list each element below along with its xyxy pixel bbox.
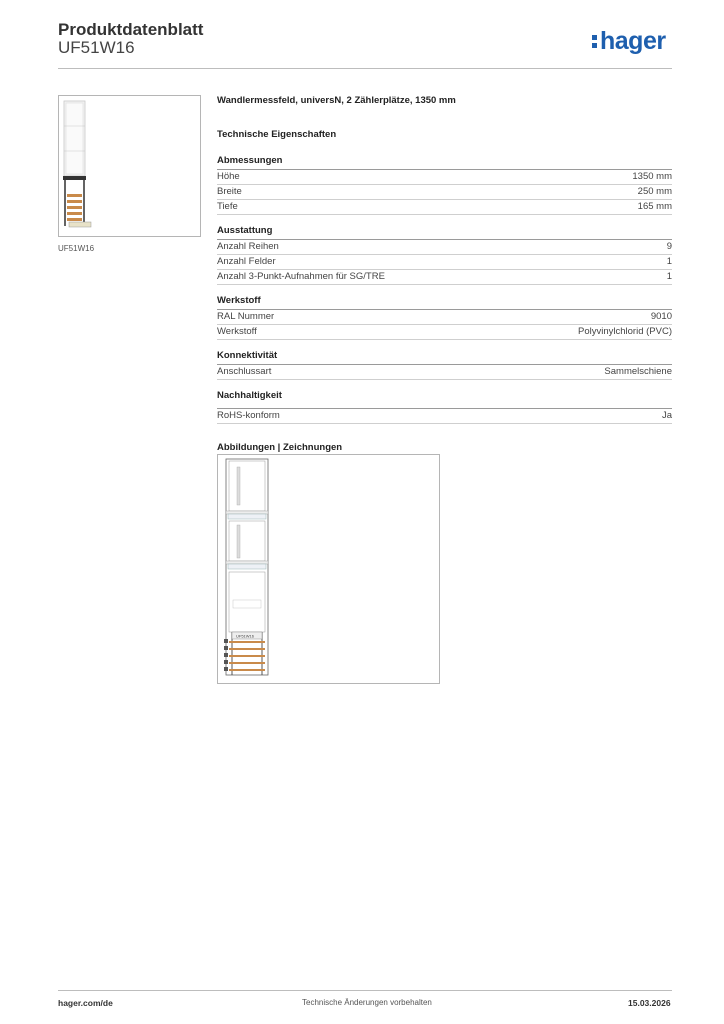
property-value: 1350 mm [632, 171, 672, 182]
property-row [217, 240, 672, 255]
property-value: Ja [661, 410, 672, 421]
article-number: UF51W16 [58, 38, 135, 57]
document-title: Produktdatenblatt [58, 20, 204, 39]
section-title: Werkstoff [217, 295, 672, 310]
footer-website-link[interactable]: hager.com/de [58, 998, 113, 1008]
busbar-label: UF51W16 [236, 633, 255, 639]
property-value: 1 [666, 271, 672, 282]
section-title: Nachhaltigkeit [217, 390, 672, 409]
property-value: 9010 [650, 311, 672, 322]
property-label: Anzahl Reihen [217, 241, 279, 252]
property-row [217, 185, 672, 200]
property-value: 9 [666, 241, 672, 252]
section-werkstoff [217, 295, 672, 340]
section-nachhaltigkeit [217, 390, 672, 424]
property-label: Anzahl 3-Punkt-Aufnahmen für SG/TRE [217, 271, 385, 282]
property-label: RAL Nummer [217, 311, 275, 322]
panel-drawing [218, 455, 439, 683]
property-row [217, 200, 672, 215]
main-content [217, 95, 672, 453]
footer-notice: Technische Änderungen vorbehalten [302, 998, 432, 1007]
footer-date: 15.03.2026 [628, 998, 671, 1008]
property-row [217, 409, 672, 424]
property-label: Höhe [217, 171, 240, 182]
drawings-heading: Abbildungen | Zeichnungen [217, 442, 343, 453]
property-row [217, 170, 672, 185]
hager-logo [592, 27, 666, 56]
property-label: Breite [217, 186, 242, 197]
section-ausstattung [217, 225, 672, 285]
technical-drawing [217, 454, 440, 684]
logo-colon-icon [592, 33, 598, 49]
property-row [217, 325, 672, 340]
header-divider [58, 68, 672, 69]
property-row [217, 365, 672, 380]
property-value: 250 mm [637, 186, 672, 197]
section-konnektivitaet [217, 350, 672, 380]
product-image [58, 95, 201, 237]
property-value: 1 [666, 256, 672, 267]
section-title: Ausstattung [217, 225, 672, 240]
properties-heading: Technische Eigenschaften [217, 129, 337, 140]
property-value: Sammelschiene [604, 366, 672, 377]
footer-divider [58, 990, 672, 991]
property-row [217, 255, 672, 270]
section-abmessungen [217, 155, 672, 215]
property-label: RoHS-konform [217, 410, 280, 421]
logo-text: hager [600, 27, 666, 55]
product-description: Wandlermessfeld, universN, 2 Zählerplätze, 1350 mm [217, 95, 456, 106]
section-title: Konnektivität [217, 350, 672, 365]
property-value: 165 mm [637, 201, 672, 212]
property-label: Anschlussart [217, 366, 272, 377]
product-photo-drawing [59, 96, 200, 236]
property-row [217, 270, 672, 285]
property-label: Tiefe [217, 201, 238, 212]
property-label: Werkstoff [217, 326, 257, 337]
property-row [217, 310, 672, 325]
property-label: Anzahl Felder [217, 256, 276, 267]
product-image-caption: UF51W16 [58, 244, 95, 253]
section-title: Abmessungen [217, 155, 672, 170]
property-value: Polyvinylchlorid (PVC) [578, 326, 672, 337]
